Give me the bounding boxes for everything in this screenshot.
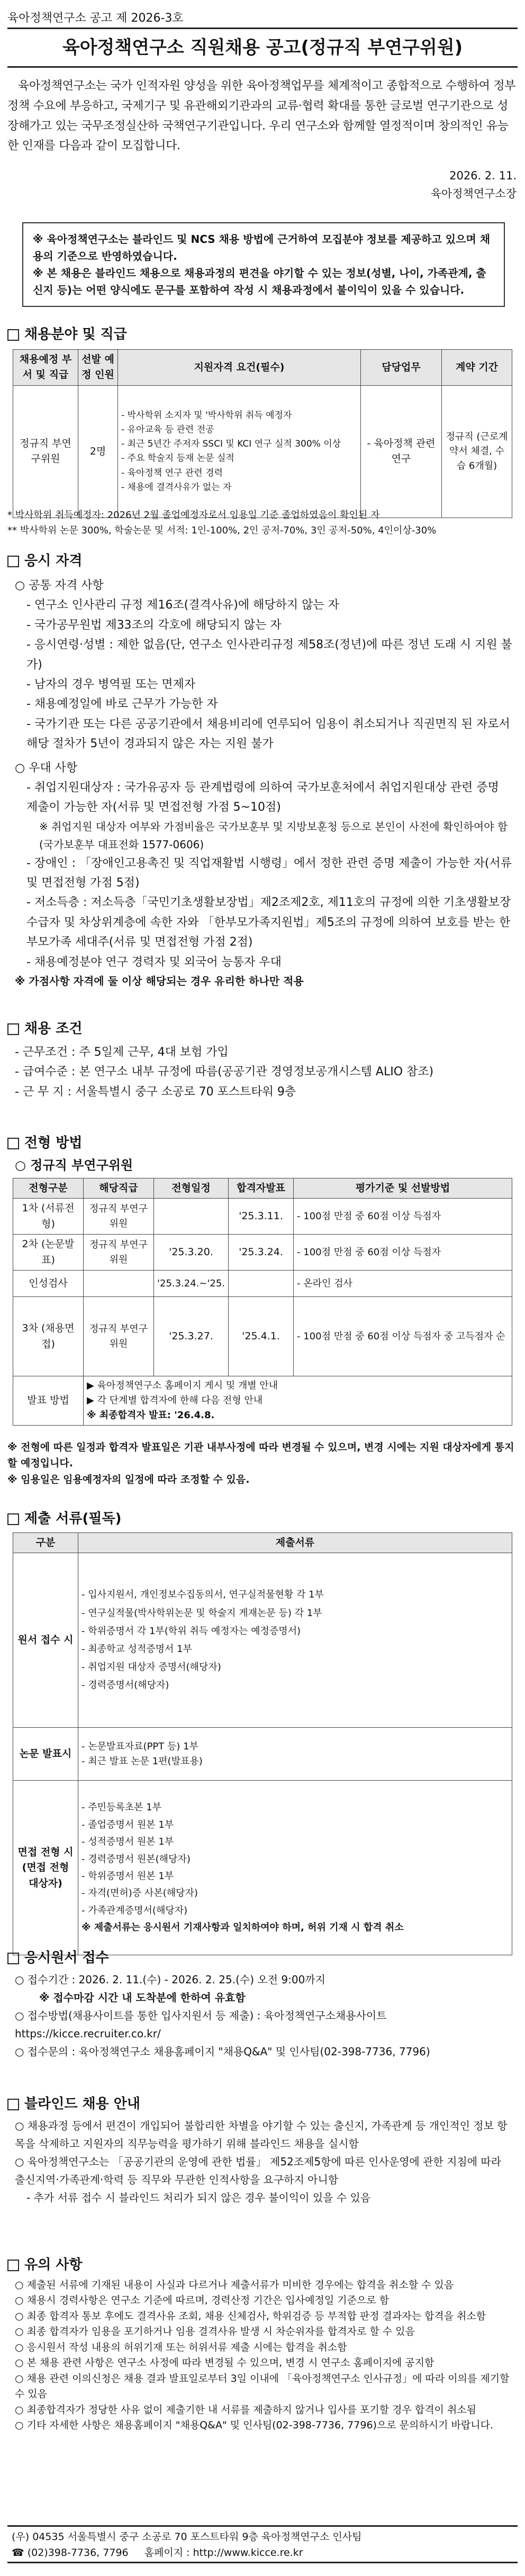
table-row: 3차 (채용면접) 정규직 부연구위원 '25.3.27. '25.4.1. - 100점 만점 중 60점 이상 득점자 중 고득점자 순 (13, 1297, 512, 1376)
qualification-block: ○ 공통 자격 사항 - 연구소 인사관리 규정 제16조(결격사유)에 해당하지 않는 자 - 국가공무원법 제33조의 각호에 해당되지 않는 자 - 응시연령·성별 : 제한 없음(단, 연구소 인사관리규정 제58조(정년)에 따른 정년 도래 시 지원 불가) - 남자의 경우 병역필 또는 면제자 - 채용예정일에 바로 근무가 가능한 자 - 국가기관 또는 다른 공공기관에서 채용비리에 연루되어 임용이 취소되거나 직권면직 된 자로서 해당 절차가 5년이 경과되지 않은 자는 지원 불가 ○ 우대 사항 - 취업지원대상자 : 국가유공자 등 관계법령에 의하여 국가보훈처에서 취업지원대상 관련 증명 제출이 가능한 자(서류 및 면접전형 가점 5~10점) ※ 취업지원 대상자 여부와 가점비율은 국가보훈부 및 지방보훈청 등으로 본인이 사전에 확인하여야 함(국가보훈부 대표전화 1577-0606) - 장애인 : 「장애인고용촉진 및 직업재활법 시행령」에서 정한 관련 증명 제출이 가능한 자(서류 및 면접전형 가점 5점) - 저소득층 : 저소득층「국민기초생활보장법」제2조제2호, 제11호의 규정에 의한 기초생활보장 수급자 및 차상위계층에 속한 자와 「한부모가족지원법」제5조의 규정에 의하여 보호를 받는 한부모가족 세대주(서류 및 면접전형 가점 2점) - 채용예정분야 연구 경력자 및 외국어 능통자 우대 ※ 가점사항 자격에 둘 이상 해당되는 경우 유리한 하나만 적용 (15, 579, 512, 988)
section-title-apply: 응시원서 접수 (7, 1947, 109, 1969)
blind-block: ○ 채용과정 등에서 편견이 개입되어 불합리한 차별을 야기할 수 있는 출신지, 가족관계 등 개인적인 정보 항목을 삭제하고 지원자의 직무능력을 평가하기 위해 블라인드 채용을 실시함 ○ 육아정책연구소는 「공공기관의 운영에 관한 법률」 제52조제5항에 따른 인사운영에 관한 지침에 따라 출신지역·가족관계·학력 등 직무와 무관한 인적사항을 요구하지 아니함 - 추가 서류 접수 시 블라인드 처리가 되지 않은 경우 불이익이 있을 수 있음 (15, 2119, 508, 2204)
apply-block: ○ 접수기간 : 2026. 2. 11.(수) - 2026. 2. 25.(수) 오전 9:00까지 ※ 접수마감 시간 내 도착분에 한하여 유효함 ○ 접수방법(채용사이트를 통한 입사지원서 등 제출) : 육아정책연구소채용사이트 https://kicce.recruiter.co.kr/ ○ 접수문의 : 육아정책연구소 채용홈페이지 "채용Q&A" 및 인사팀(02-398-7736, 7796) (15, 1973, 430, 2058)
footer-contact (7, 2525, 518, 2563)
section-title-blind: 블라인드 채용 안내 (7, 2093, 140, 2115)
recruit-dept: 정규직 부연구위원 (13, 385, 78, 518)
process-notes: ※ 전형에 따른 일정과 합격자 발표일은 기관 내부사정에 따라 변경될 수 있으며, 변경 시에는 지원 대상자에게 통지 할 예정입니다. ※ 임용일은 임용예정자의 일정에 따라 조정할 수 있음. (7, 1441, 514, 1485)
section-title-qualification: 응시 자격 (7, 550, 83, 572)
square-bullet-icon (7, 2260, 19, 2271)
documents-header: 제출서류 (78, 1533, 512, 1553)
table-row: 논문 발표시 - 논문발표자료(PPT 등) 1부 - 최근 발표 논문 1편(발표용) (13, 1728, 512, 1781)
recruit-table (13, 349, 512, 518)
section-title-process: 전형 방법 (7, 1132, 83, 1154)
process-subtitle: ○ 정규직 부연구위원 (15, 1158, 133, 1173)
recruit-header-duty: 담당업무 (361, 350, 442, 386)
issuer: 육아정책연구소장 (430, 187, 517, 200)
recruit-header-count: 선발 예정 인원 (78, 350, 118, 386)
blind-notice-box (22, 222, 505, 307)
process-header: 합격자발표 (229, 1178, 294, 1199)
square-bullet-icon (7, 329, 19, 341)
square-bullet-icon (7, 1953, 19, 1964)
notice-line: ※ 육아정책연구소는 블라인드 및 NCS 채용 방법에 근거하여 모집분야 정보를 제공하고 있으며 채용의 기준으로 반영하였습니다. (33, 233, 491, 262)
recruit-header-req: 지원자격 요건(필수) (118, 350, 361, 386)
caution-block: ○ 제출된 서류에 기재된 내용이 사실과 다르거나 제출서류가 미비한 경우에는 합격을 취소할 수 있음 ○ 채용시 경력사항은 연구소 기준에 따르며, 경력산정 기간은 입사예정일 기준으로 함 ○ 최종 합격자 통보 후에도 결격사유 조회, 채용 신체검사, 학위검증 등 부적합 판정 결과자는 합격을 취소함 ○ 최종 합격자가 임용을 포기하거나 임용 결격사유 발생 시 차순위자를 합격자로 할 수 있음 ○ 응시원서 작성 내용의 허위기재 또는 허위서류 제출 시에는 합격을 취소함 ○ 본 채용 관련 사항은 연구소 사정에 따라 변경될 수 있으며, 변경 시 연구소 홈페이지에 공지함 ○ 채용 관련 이의신청은 채용 결과 발표일로부터 3일 이내에 「육아정책연구소 인사규정」에 따라 이의를 제기할 수 있음 ○ 최종합격자가 정당한 사유 없이 제출기한 내 서류를 제출하지 않거나 입사를 포기할 경우 합격이 취소됨 ○ 기타 자세한 사항은 채용홈페이지 "채용Q&A" 및 인사팀(02-398-7736, 7796)으로 문의하시기 바랍니다. (15, 2279, 510, 2431)
section-title-caution: 유의 사항 (7, 2254, 83, 2275)
section-title-documents: 제출 서류(필독) (7, 1508, 122, 1529)
process-header: 전형일정 (154, 1178, 229, 1199)
square-bullet-icon (7, 2099, 19, 2110)
page-title: 육아정책연구소 직원채용 공고(정규직 부연구위원) (7, 28, 518, 68)
recruit-header-dept: 채용예정 부서 및 직급 (13, 350, 78, 386)
footer-homepage[interactable]: 홈페이지 : http://www.kicce.re.kr (144, 2547, 303, 2559)
table-row: 원서 접수 시 - 입사지원서, 개인정보수집동의서, 연구실적물현황 각 1부 - 연구실적물(박사학위논문 및 학술지 게재논문 등) 각 1부 - 학위증명서 각 1부(학위 취득 예정자는 예정증명서) - 최종학교 성적증명서 1부 - 취업지원 대상자 증명서(해당자) - 경력증명서(해당자) (13, 1553, 512, 1728)
recruit-term: 정규직 (근로계약서 체결, 수습 6개월) (442, 385, 512, 518)
recruit-duty: - 육아정책 관련 연구 (361, 385, 442, 518)
footer-tel-line (12, 2545, 513, 2561)
process-table (13, 1178, 512, 1426)
recruit-header-term: 계약 기간 (442, 350, 512, 386)
footer-address: (우) 04535 서울특별시 중구 소공로 70 포스트타워 9층 육아정책연구소 인사팀 (12, 2531, 362, 2543)
documents-table (13, 1532, 512, 1955)
recruit-requirements: - 박사학위 소지자 및 '박사학위 취득 예정자 - 유아교육 등 관련 전공 - 최근 5년간 주저자 SSCI 및 KCI 연구 실적 300% 이상 - 주요 학술지 등재 논문 실적 - 육아정책 연구 관련 경력 - 채용에 결격사유가 없는 자 (118, 385, 361, 518)
process-header: 해당직급 (84, 1178, 154, 1199)
conditions-block: - 근무조건 : 주 5일제 근무, 4대 보험 가입 - 급여수준 : 본 연구소 내부 규정에 따름(공공기관 경영정보공개시스템 ALIO 참조) - 근 무 지 : 서울특별시 중구 소공로 70 포스트타워 9층 (15, 1046, 434, 1099)
square-bullet-icon (7, 556, 19, 567)
recruit-notes: * 박사학위 취득예정자: 2026년 2월 졸업예정자로서 임용일 기준 졸업하였음이 확인된 자 ** 박사학위 논문 300%, 학술논문 및 서적: 1인-100%, 2인 공저-70%, 3인 공저-50%, 4인이상-30% (7, 510, 437, 536)
square-bullet-icon (7, 1138, 19, 1149)
process-header: 전형구분 (13, 1178, 84, 1199)
document-number: 육아정책연구소 공고 제 2026-3호 (7, 12, 184, 25)
footer-tel: ☎ (02)398-7736, 7796 (12, 2547, 129, 2559)
section-title-conditions: 채용 조건 (7, 1018, 83, 1039)
section-title-recruit: 채용분야 및 직급 (7, 324, 127, 345)
table-row: 면접 전형 시 (면접 전형 대상자) - 주민등록초본 1부 - 졸업증명서 원본 1부 - 성적증명서 원본 1부 - 경력증명서 원본(해당자) - 학위증명서 원본 1부 - 자격(면허)증 사본(해당자) - 가족관계증명서(해당자) ※ 제출서류는 응시원서 기재사항과 일치하여야 하며, 허위 기재 시 합격 취소 (13, 1781, 512, 1955)
intro-paragraph: 육아정책연구소는 국가 인적자원 양성을 위한 육아정책업무를 체계적이고 종합적으로 수행하여 정부정책 수요에 부응하고, 국제기구 및 유관해외기관과의 교류·협력 확대를 통한 글로벌 연구기관으로 성장해가고 있는 국무조정실산하 국책연구기관입니다. 우리 연구소와 함께할 열정적이며 창의적인 유능한 인재를 다음과 같이 모집합니다. (7, 79, 516, 153)
issue-date: 2026. 2. 11. (449, 169, 517, 182)
square-bullet-icon (7, 1513, 19, 1525)
table-row: 2차 (논문발표) 정규직 부연구위원 '25.3.20. '25.3.24. - 100점 만점 중 60점 이상 득점자 (13, 1235, 512, 1271)
process-header: 평가기준 및 선발방법 (294, 1178, 512, 1199)
table-row: 인성검사 '25.3.24.~'25. - 온라인 검사 (13, 1271, 512, 1297)
table-row: 1차 (서류전형) 정규직 부연구위원 '25.3.11. - 100점 만점 중 60점 이상 득점자 (13, 1199, 512, 1235)
recruit-count: 2명 (78, 385, 118, 518)
notice-line: ※ 본 채용은 블라인드 채용으로 채용과정의 편견을 야기할 수 있는 정보(성별, 나이, 가족관계, 출신지 등)는 어떤 양식에도 문구를 포함하여 작성 시 채용과정에서 불이익이 있을 수 있습니다. (33, 267, 486, 296)
square-bullet-icon (7, 1023, 19, 1035)
documents-header: 구분 (13, 1533, 78, 1553)
table-row: 발표 방법 ▶ 육아정책연구소 홈페이지 게시 및 개별 안내 ▶ 각 단계별 합격자에 한해 다음 전형 안내 ※ 최종합격자 발표: '26.4.8. (13, 1376, 512, 1426)
issue-date-block (431, 167, 517, 203)
